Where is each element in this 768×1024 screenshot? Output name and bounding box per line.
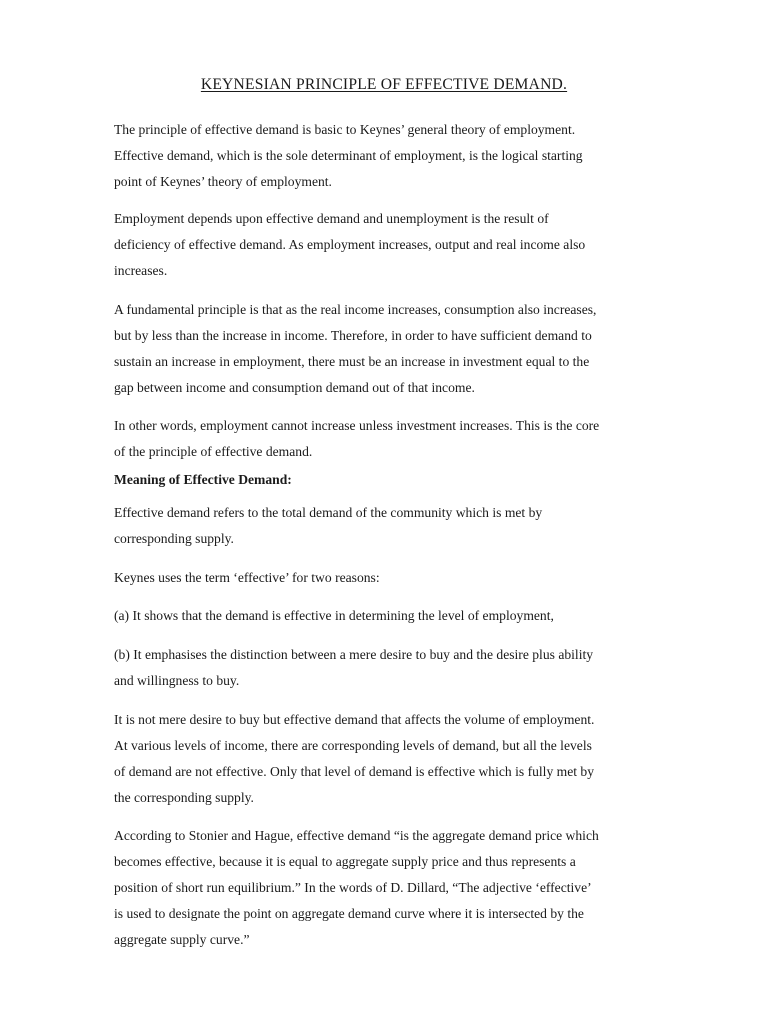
paragraph-4-line-2: of the principle of effective demand. bbox=[114, 444, 313, 459]
paragraph-3-line-1: A fundamental principle is that as the real income increases, consumption also increases, bbox=[114, 302, 597, 317]
section-heading: Meaning of Effective Demand: bbox=[114, 472, 292, 487]
paragraph-9-line-3: of demand are not effective. Only that level of demand is effective which is fully met by bbox=[114, 764, 595, 779]
paragraph-10-line-1: According to Stonier and Hague, effective demand “is the aggregate demand price which bbox=[114, 828, 599, 843]
paragraph-10-line-4: is used to designate the point on aggregate demand curve where it is intersected by the bbox=[114, 906, 584, 921]
paragraph-6-line-1: Keynes uses the term ‘effective’ for two reasons: bbox=[114, 570, 380, 585]
paragraph-9-line-1: It is not mere desire to buy but effective demand that affects the volume of employment. bbox=[114, 712, 595, 727]
paragraph-10-line-5: aggregate supply curve.” bbox=[114, 932, 250, 947]
paragraph-2-line-2: deficiency of effective demand. As employment increases, output and real income also bbox=[114, 237, 586, 252]
paragraph-10-line-2: becomes effective, because it is equal to aggregate supply price and thus represents a bbox=[114, 854, 576, 869]
paragraph-3-line-2: but by less than the increase in income. Therefore, in order to have sufficient demand to bbox=[114, 328, 592, 343]
paragraph-7-line-1: (a) It shows that the demand is effective in determining the level of employment, bbox=[114, 608, 554, 623]
paragraph-1-line-2: Effective demand, which is the sole determinant of employment, is the logical starting bbox=[114, 148, 583, 163]
paragraph-8-line-1: (b) It emphasises the distinction between a mere desire to buy and the desire plus ability bbox=[114, 647, 594, 662]
paragraph-1-line-1: The principle of effective demand is basic to Keynes’ general theory of employment. bbox=[114, 122, 576, 137]
paragraph-3-line-4: gap between income and consumption demand out of that income. bbox=[114, 380, 475, 395]
paragraph-2-line-1: Employment depends upon effective demand and unemployment is the result of bbox=[114, 211, 549, 226]
paragraph-3-line-3: sustain an increase in employment, there must be an increase in investment equal to the bbox=[114, 354, 590, 369]
paragraph-2-line-3: increases. bbox=[114, 263, 168, 278]
paragraph-1-line-3: point of Keynes’ theory of employment. bbox=[114, 174, 332, 189]
paragraph-9-line-4: the corresponding supply. bbox=[114, 790, 254, 805]
document-title: KEYNESIAN PRINCIPLE OF EFFECTIVE DEMAND. bbox=[200, 76, 568, 93]
paragraph-5-line-1: Effective demand refers to the total demand of the community which is met by bbox=[114, 505, 543, 520]
paragraph-10-line-3: position of short run equilibrium.” In the words of D. Dillard, “The adjective ‘effective’ bbox=[114, 880, 592, 895]
paragraph-4-line-1: In other words, employment cannot increase unless investment increases. This is the core bbox=[114, 418, 600, 433]
paragraph-5-line-2: corresponding supply. bbox=[114, 531, 234, 546]
paragraph-9-line-2: At various levels of income, there are corresponding levels of demand, but all the levels bbox=[114, 738, 592, 753]
paragraph-8-line-2: and willingness to buy. bbox=[114, 673, 240, 688]
